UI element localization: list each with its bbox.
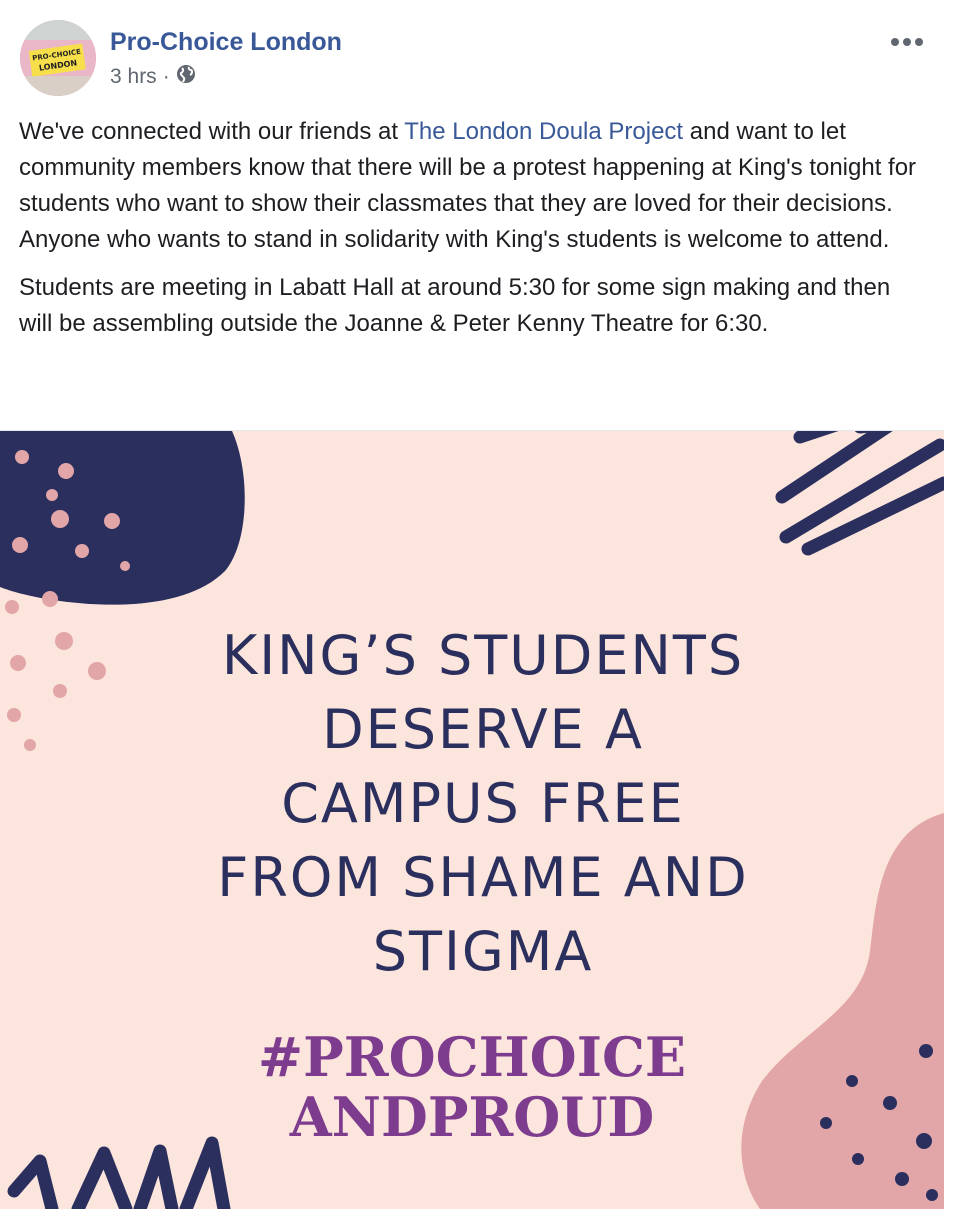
post-image[interactable] (0, 430, 944, 1209)
navy-blob-top-left (0, 431, 245, 605)
post-text (19, 114, 929, 354)
paragraph-1-start: We've connected with our friends at (19, 118, 405, 145)
headline-line-3: CAMPUS FREE (281, 772, 685, 835)
london-doula-project-link[interactable]: The London Doula Project (404, 118, 684, 145)
more-options-button[interactable] (890, 28, 924, 48)
navy-zigzags-bottom-left (14, 1143, 224, 1209)
page-right-edge (944, 0, 956, 1208)
avatar-image (20, 20, 96, 96)
navy-strokes-top-right (782, 431, 944, 549)
post-meta (110, 64, 196, 90)
post-paragraph-1 (19, 114, 929, 258)
globe-icon[interactable] (176, 64, 196, 90)
hashtag-line-1: #PROCHOICE (257, 1025, 687, 1089)
avatar-sign-line2: LONDON (38, 58, 78, 73)
hashtag-line-2: ANDPROUD (289, 1085, 655, 1149)
headline-line-4: FROM SHAME AND (217, 846, 749, 909)
headline-line-5: STIGMA (372, 920, 594, 983)
image-hashtag (0, 1027, 944, 1147)
post-paragraph-2: Students are meeting in Labatt Hall at around 5:30 for some sign making and then will be assembling outside the Joanne & Peter Kenny Theatre for 6:30. (19, 274, 891, 337)
author-name[interactable]: Pro-Choice London (110, 28, 342, 56)
headline-line-2: DESERVE A (322, 698, 644, 761)
paragraph-1-end: and want to let community members know that there will be a protest happening at King's tonight for students who want to show their classmates that they are loved for their decisions. Anyone who wants to stand in solidarity with King's students is welcome to attend. (19, 118, 917, 253)
post-header (20, 20, 940, 98)
image-headline (0, 619, 944, 989)
avatar-sign-line1: PRO-CHOICE (31, 47, 82, 63)
avatar[interactable] (20, 20, 96, 96)
post-timestamp[interactable]: 3 hrs (110, 65, 157, 88)
meta-separator: · (162, 65, 170, 88)
ellipsis-icon (890, 37, 924, 47)
headline-line-1: KING’S STUDENTS (221, 624, 745, 687)
